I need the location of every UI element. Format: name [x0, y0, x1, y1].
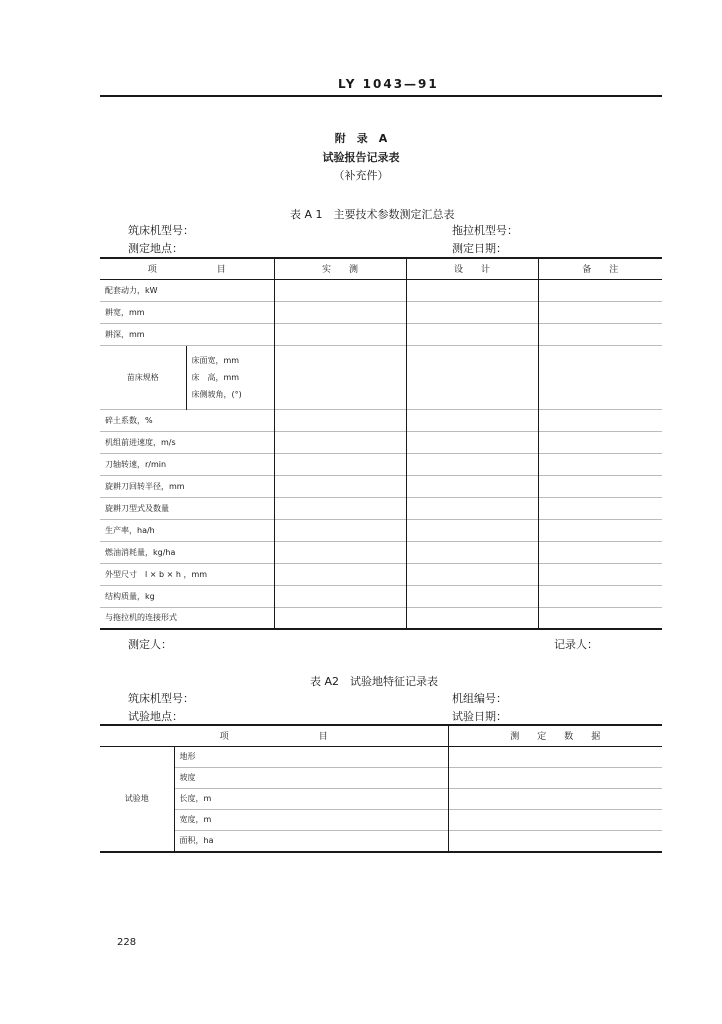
table-row	[100, 607, 662, 629]
a1-cell	[406, 431, 538, 453]
a1-row-label: 耕深，mm	[100, 323, 274, 345]
a1-row-label: 生产率，ha/h	[100, 519, 274, 541]
a1-cell	[406, 541, 538, 563]
appendix-note: （补充件）	[333, 169, 389, 182]
a1-row-label: 旋耕刀型式及数量	[100, 497, 274, 519]
a1-cell	[274, 431, 406, 453]
a1-cell	[538, 431, 662, 453]
appendix-title: 附 录 A	[334, 132, 388, 145]
a2-header-data: 测 定 数 据	[448, 725, 662, 746]
a2-row-label: 坡度	[174, 767, 448, 788]
a1-header-item-b: 目	[216, 265, 226, 276]
a1-header-row	[100, 258, 662, 279]
a2-row-label: 面积，ha	[174, 830, 448, 852]
a1-row-label: 碎土系数，%	[100, 409, 274, 431]
a1-cell	[406, 563, 538, 585]
a1-cell	[538, 279, 662, 301]
a1-cell	[538, 607, 662, 629]
a1-cell	[538, 497, 662, 519]
a1-header-design: 设 计	[406, 258, 538, 279]
a1-cell	[538, 585, 662, 607]
a1-header-remark: 备 注	[538, 258, 662, 279]
a2-header-item-b: 目	[318, 732, 328, 743]
table-row	[100, 563, 662, 585]
a2-location-label: 试验地点：	[128, 710, 183, 723]
a1-row-label: 机组前进速度，m/s	[100, 431, 274, 453]
a1-cell	[538, 323, 662, 345]
a1-row-label: 配套动力，kW	[100, 279, 274, 301]
a1-cell	[406, 497, 538, 519]
a2-cell	[448, 809, 662, 830]
table-row	[100, 453, 662, 475]
a1-measurer-label: 测定人：	[128, 638, 172, 651]
a1-cell	[538, 345, 662, 409]
a1-cell	[406, 519, 538, 541]
a1-row-label: 刀轴转速，r/min	[100, 453, 274, 475]
table-row	[100, 809, 662, 830]
a1-cell	[274, 345, 406, 409]
a1-cell	[274, 541, 406, 563]
a1-cell	[274, 323, 406, 345]
table-row	[100, 279, 662, 301]
a1-header-item-a: 项	[147, 265, 157, 276]
a2-date-label: 试验日期：	[452, 710, 507, 723]
table-row	[100, 541, 662, 563]
a1-cell	[406, 279, 538, 301]
a1-tractor-model-label: 拖拉机型号：	[452, 224, 518, 237]
table-row	[100, 830, 662, 852]
table-a2	[100, 724, 662, 853]
a1-header-item	[100, 258, 274, 279]
a1-recorder-label: 记录人：	[554, 638, 598, 651]
a1-row-label: 旋耕刀回转半径，mm	[100, 475, 274, 497]
a1-machine-model-label: 筑床机型号：	[128, 224, 194, 237]
table-row	[100, 519, 662, 541]
a1-cell	[274, 409, 406, 431]
a1-cell	[274, 519, 406, 541]
a2-machine-model-label: 筑床机型号：	[128, 692, 194, 705]
a1-cell	[538, 453, 662, 475]
a1-cell	[274, 607, 406, 629]
a1-bed-spec-sub	[186, 345, 274, 409]
table-row	[100, 409, 662, 431]
a1-cell	[538, 541, 662, 563]
a2-header-item	[100, 725, 448, 746]
a2-cell	[448, 746, 662, 767]
standard-number: LY 1043—91	[338, 77, 439, 91]
table-row	[100, 497, 662, 519]
a1-bed-height: 床 高，mm	[191, 372, 240, 382]
table-row	[100, 475, 662, 497]
a1-cell	[538, 563, 662, 585]
table-row	[100, 767, 662, 788]
a1-cell	[538, 475, 662, 497]
a1-cell	[538, 519, 662, 541]
a1-bed-width: 床面宽，mm	[191, 355, 240, 365]
table-row	[100, 746, 662, 767]
a1-cell	[274, 475, 406, 497]
table-a1-caption: 表 A 1 主要技术参数测定汇总表	[290, 208, 455, 221]
header-rule	[100, 95, 662, 97]
a1-cell	[274, 585, 406, 607]
a2-cell	[448, 767, 662, 788]
table-row	[100, 301, 662, 323]
a1-cell	[406, 607, 538, 629]
a1-cell	[274, 279, 406, 301]
a1-cell	[406, 585, 538, 607]
page-number: 228	[117, 937, 137, 948]
a1-cell	[274, 453, 406, 475]
a1-header-measured: 实 测	[274, 258, 406, 279]
a1-row-label: 燃油消耗量，kg/ha	[100, 541, 274, 563]
a2-unit-no-label: 机组编号：	[452, 692, 507, 705]
table-row	[100, 788, 662, 809]
a1-cell	[274, 497, 406, 519]
table-row	[100, 585, 662, 607]
a1-row-label: 结构质量，kg	[100, 585, 274, 607]
a1-cell	[538, 301, 662, 323]
a2-cell	[448, 830, 662, 852]
a2-row-label: 长度，m	[174, 788, 448, 809]
a1-cell	[538, 409, 662, 431]
a1-location-label: 测定地点：	[128, 242, 183, 255]
a2-group-label: 试验地	[100, 746, 174, 852]
a2-header-item-a: 项	[219, 732, 229, 743]
a1-bed-spec-label: 苗床规格	[100, 345, 186, 409]
a1-cell	[274, 563, 406, 585]
table-row-bed-spec	[100, 345, 662, 409]
a1-cell	[406, 345, 538, 409]
table-a1	[100, 257, 662, 630]
a2-header-row	[100, 725, 662, 746]
table-row	[100, 431, 662, 453]
a1-cell	[274, 301, 406, 323]
a1-row-label: 与拖拉机的连接形式	[100, 607, 274, 629]
a1-cell	[406, 409, 538, 431]
a1-row-label: 外型尺寸 l × b × h ，mm	[100, 563, 274, 585]
a1-cell	[406, 475, 538, 497]
a2-cell	[448, 788, 662, 809]
a1-cell	[406, 301, 538, 323]
a1-cell	[406, 323, 538, 345]
a1-date-label: 测定日期：	[452, 242, 507, 255]
a2-row-label: 宽度，m	[174, 809, 448, 830]
a2-row-label: 地形	[174, 746, 448, 767]
appendix-name: 试验报告记录表	[322, 151, 400, 164]
a1-bed-slope: 床侧坡角，(°)	[191, 389, 242, 399]
table-a2-caption: 表 A2 试验地特征记录表	[310, 675, 439, 688]
table-row	[100, 323, 662, 345]
a1-cell	[406, 453, 538, 475]
a1-row-label: 耕宽，mm	[100, 301, 274, 323]
